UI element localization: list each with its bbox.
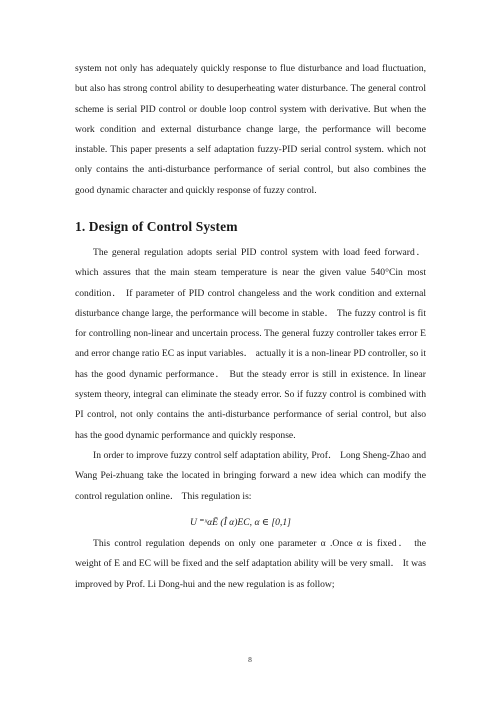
intro-text-block — [75, 59, 426, 201]
section-body-continued — [75, 534, 426, 595]
section-body — [75, 243, 426, 507]
section-paragraph-2: In order to improve fuzzy control self adaptation ability, Prof． Long Sheng-Zhao and Wang Pei-zhuang take the located in bringing forward a new idea which can modify the control regulation online． This regulation is: — [75, 449, 426, 502]
section-paragraph-3: This control regulation depends on only one parameter α .Once α is fixed． the weight of E and EC will be fixed and the self adaptation ability will be very small． It was improved by Prof. Li Dong-hui and the new regulation is as follow; — [75, 538, 426, 590]
section-paragraph-1: The general regulation adopts serial PID control system with load feed forward． which assures that the main steam temperature is near the given value 540°Cin most condition． If parameter of PID control changeless and the work condition and external disturbance change large, the performance will become in stable． The fuzzy control is fit for controlling non-linear and uncertain process. The general fuzzy controller takes error E and error change ratio EC as input variables． actually it is a non-linear PD controller, so it has the good dynamic performance． But the steady error is still in existence. In linear system theory, integral can eliminate the steady error. So if fuzzy control is combined with PI control, not only contains the anti-disturbance performance of serial control, but also has the good dynamic performance and quickly response. — [75, 247, 427, 441]
section-heading: 1. Design of Control System — [75, 219, 238, 234]
page-number: 8 — [248, 655, 252, 664]
regulation-formula: U ⁼ˣαĒ (Î α)EC, α ∈ [0,1] — [190, 517, 291, 528]
intro-paragraph: system not only has adequately quickly response to flue disturbance and load fluctuation, but also has strong control ability to desuperheating water disturbance. The general control scheme is serial PID control or double loop control system with derivative. But when the work condition and external disturbance change large, the performance will become instable. This paper presents a self adaptation fuzzy-PID serial control system. which not only contains the anti-disturbance performance of serial control, but also combines the good dynamic character and quickly response of fuzzy control. — [75, 63, 426, 196]
